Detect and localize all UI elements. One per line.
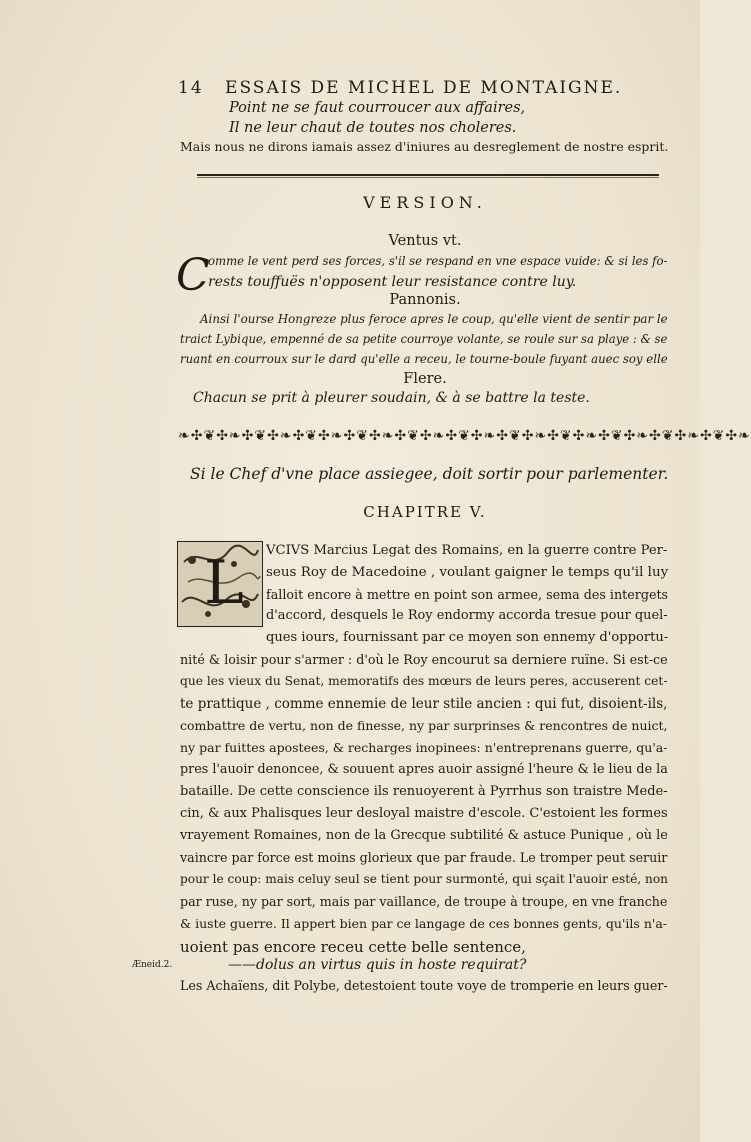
running-title: ESSAIS DE MICHEL DE MONTAIGNE. [225, 78, 623, 98]
body-line-8: te prattique , comme ennemie de leur stile ancien : qui fut, disoient-ils, [180, 696, 668, 712]
body-line-18: & iuste guerre. Il appert bien par ce langage de ces bonnes gents, qu'ils n'a- [180, 916, 668, 931]
body-line-4: d'accord, desquels le Roy endormy accorda tresue pour quel- [266, 608, 668, 623]
body-line-2: seus Roy de Macedoine , voulant gaigner le temps qu'il luy [266, 565, 669, 580]
margin-note: Æneid.2. [132, 960, 173, 970]
body-line-10: ny par fuittes apostees, & recharges inopinees: n'entreprenans guerre, qu'a- [180, 740, 668, 755]
body-line-1: VCIVS Marcius Legat des Romains, en la guerre contre Per- [266, 543, 668, 558]
body-line-7: que les vieux du Senat, memoratifs des mœurs de leurs peres, accuserent cet- [180, 674, 668, 688]
version-line-2: rests touffuës n'opposent leur resistance contre luy. [208, 274, 577, 290]
body-line-6: nité & loisir pour s'armer : d'où le Roy encourut sa derniere ruïne. Si est-ce [180, 652, 668, 667]
section-divider-rule [197, 174, 659, 176]
body-line-14: vrayement Romaines, non de la Grecque subtilité & astuce Punique , où le [180, 828, 668, 843]
latin-quote: ——dolus an virtus quis in hoste requirat? [228, 957, 527, 973]
verse-tail-line: Mais nous ne dirons iamais assez d'iniures au desreglement de nostre esprit. [180, 139, 669, 154]
body-line-17: par ruse, ny par sort, mais par vaillance, de troupe à troupe, en vne franche [180, 894, 668, 909]
chapter-number: CHAPITRE V. [363, 503, 487, 521]
version-line-1: omme le vent perd ses forces, s'il se respand en vne espace vuide: & si les fo- [208, 254, 668, 268]
decorated-initial [177, 541, 263, 627]
body-line-19: uoient pas encore receu cette belle sentence, [180, 938, 526, 956]
verse-line-2: Il ne leur chaut de toutes nos choleres. [229, 120, 517, 136]
body-line-16: pour le coup: mais celuy seul se tient pour surmonté, qui sçait l'auoir esté, non [180, 872, 668, 886]
version-line-5: ruant en courroux sur le dard qu'elle a receu, le tourne-boule fuyant auec soy elle [180, 352, 668, 366]
body-line-9: combattre de vertu, non de finesse, ny par surprinses & rencontres de nuict, [180, 718, 668, 733]
page-number: 14 [178, 78, 204, 98]
version-line-4: traict Lybique, empenné de sa petite courroye volante, se roule sur sa playe : & se [180, 332, 668, 346]
version-heading: VERSION. [363, 193, 487, 212]
version-line-3: Ainsi l'ourse Hongreze plus feroce apres le coup, qu'elle vient de sentir par le [200, 312, 668, 326]
ventus-label: Ventus vt. [388, 233, 462, 249]
body-line-11: pres l'auoir denoncee, & souuent apres auoir assigné l'heure & le lieu de la [180, 762, 668, 777]
body-line-15: vaincre par force est moins glorieux que par fraude. Le tromper peut seruir [180, 850, 668, 865]
decorative-ornament-band: ❧✣❦✣❧✣❦✣❧✣❦✣❧✣❦✣❧✣❦✣❧✣❦✣❧✣❦✣❧✣❦✣❧✣❦✣❧✣❦✣❧✣❦✣❧ [178, 428, 751, 444]
body-line-5: ques iours, fournissant par ce moyen son ennemy d'opportu- [266, 630, 669, 645]
body-line-13: cin, & aux Phalisques leur desloyal maistre d'escole. C'estoient les formes [180, 806, 668, 821]
body-last-line: Les Achaïens, dit Polybe, detestoient toute voye de tromperie en leurs guer- [180, 978, 668, 993]
flere-label: Flere. [403, 371, 447, 387]
body-line-3: falloit encore à mettre en point son armee, sema des intergets [266, 587, 669, 602]
body-line-12: bataille. De cette conscience ils renuoyerent à Pyrrhus son traistre Mede- [180, 784, 668, 799]
drop-cap-c: C [176, 250, 210, 301]
running-header [178, 78, 622, 98]
verse-line-1: Point ne se faut courroucer aux affaires, [229, 100, 526, 116]
chapter-title: Si le Chef d'vne place assiegee, doit sortir pour parlementer. [190, 465, 669, 483]
version-line-6: Chacun se prit à pleurer soudain, & à se battre la teste. [193, 390, 590, 406]
pannonis-label: Pannonis. [389, 292, 461, 308]
initial-letter: L [204, 548, 244, 618]
